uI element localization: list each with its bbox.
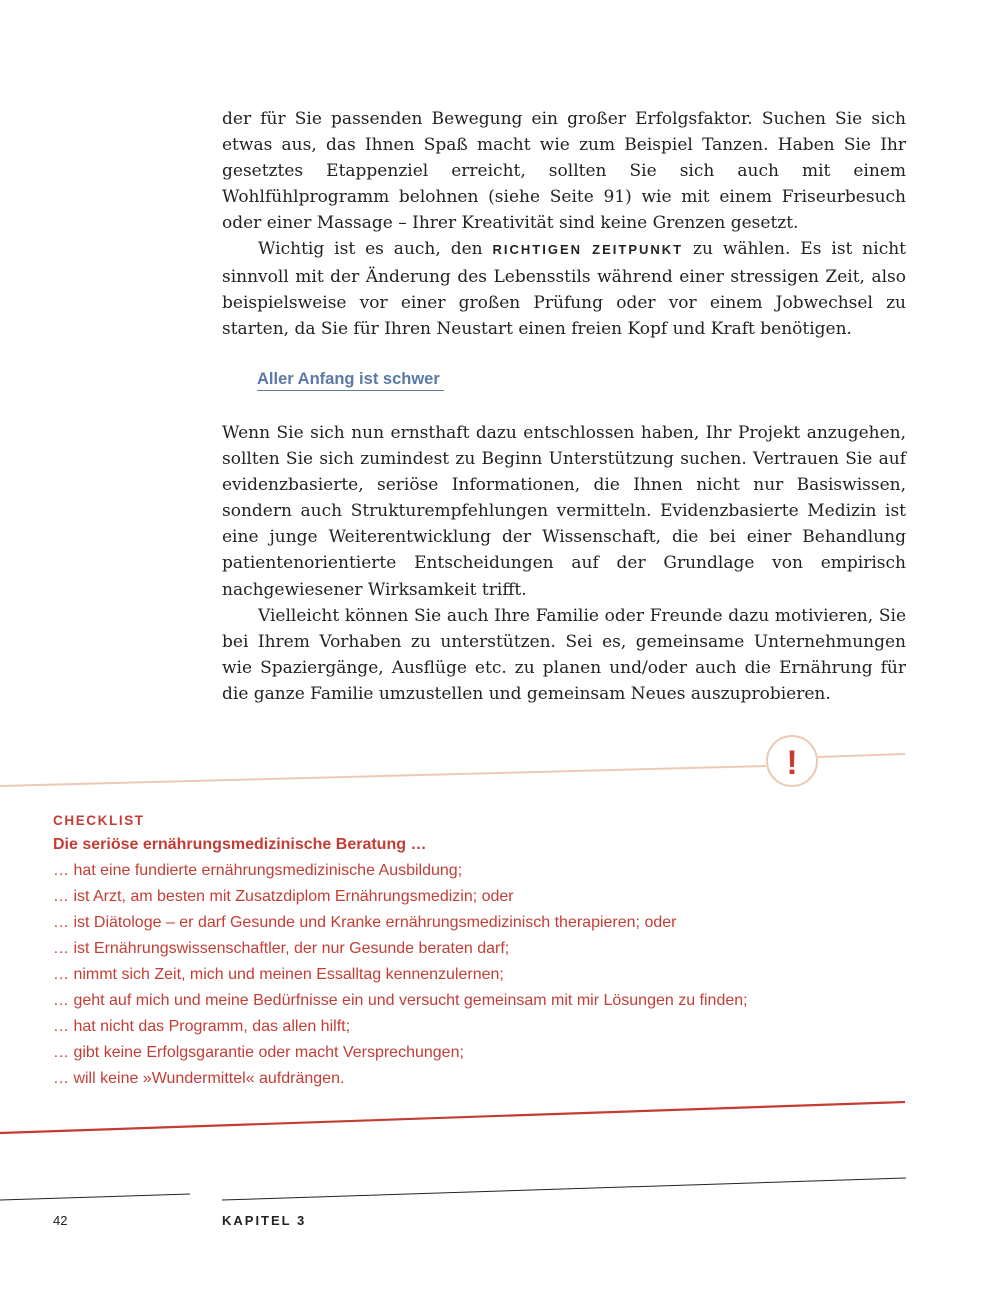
paragraph: Vielleicht können Sie auch Ihre Familie oder Freunde dazu motivieren, Sie bei Ihrem Vorhaben zu unterstützen. Sei es, gemeinsame Unternehmungen wie Spaziergänge, Ausflüge etc. zu planen und/oder auch die Ernährung für die ganze Familie umzustellen und gemeinsam Neues auszuprobieren. (222, 605, 906, 704)
checklist-item: … ist Diätologe – er darf Gesunde und Kranke ernährungsmedizinisch therapieren; oder (53, 914, 677, 931)
checklist-item: … geht auf mich und meine Bedürfnisse ein und versucht gemeinsam mit mir Lösungen zu finden; (53, 992, 748, 1009)
checklist-item: … nimmt sich Zeit, mich und meinen Essalltag kennenzulernen; (53, 966, 504, 983)
chapter-label: KAPITEL 3 (222, 1213, 307, 1228)
paragraph-text: zu wählen. Es ist nicht sinnvoll mit der Änderung des Lebensstils während einer stressigen Zeit, also beispielsweise vor einer großen Prüfung oder vor einem Jobwechsel zu starten, da Sie für Ihren Neustart einen freien Kopf und Kraft benötigen. (222, 239, 906, 339)
checklist-item: … ist Arzt, am besten mit Zusatzdiplom Ernährungsmedizin; oder (53, 888, 514, 905)
checklist-item: … hat nicht das Programm, das allen hilft; (53, 1018, 351, 1035)
checklist-item: … gibt keine Erfolgsgarantie oder macht Versprechungen; (53, 1044, 464, 1061)
checklist-bottom-rule (0, 1102, 905, 1133)
paragraph: der für Sie passenden Bewegung ein großer Erfolgsfaktor. Suchen Sie sich etwas aus, das Ihnen Spaß macht wie zum Beispiel Tanzen. Haben Sie Ihr gesetztes Etappenziel erreicht, sollten Sie sich auch mit einem Wohlfühlprogramm belohnen (siehe Seite 91) wie mit einem Friseurbesuch oder einer Massage – Ihrer Kreativität sind keine Grenzen gesetzt. (222, 109, 906, 234)
checklist-top-rule-right (818, 754, 905, 757)
footer-rule-right (222, 1178, 906, 1200)
checklist-items (53, 858, 913, 1092)
paragraph-text: Wichtig ist es auch, den (258, 239, 493, 260)
exclamation-icon: ! (786, 744, 798, 782)
page-number: 42 (53, 1213, 68, 1228)
checklist-item: … ist Ernährungswissenschaftler, der nur Gesunde beraten darf; (53, 940, 510, 957)
section-heading: Aller Anfang ist schwer (257, 370, 444, 391)
checklist-title: Die seriöse ernährungsmedizinische Beratung … (53, 836, 427, 853)
emphasis-term: RICHTIGEN ZEITPUNKT (492, 242, 684, 258)
checklist-label: CHECKLIST (53, 813, 145, 828)
footer-rule-left (0, 1194, 190, 1200)
checklist-item: … hat eine fundierte ernährungsmedizinische Ausbildung; (53, 862, 463, 879)
checklist-item: … will keine »Wundermittel« aufdrängen. (53, 1070, 345, 1087)
checklist-box (53, 813, 913, 1092)
checklist-top-rule (0, 766, 766, 786)
paragraph: Wenn Sie sich nun ernsthaft dazu entschlossen haben, Ihr Projekt anzugehen, sollten Sie sich zumindest zu Beginn Unterstützung suchen. Vertrauen Sie auf evidenzbasierte, seriöse Informationen, die Ihnen nicht nur Basiswissen, sondern auch Strukturempfehlungen vermitteln. Evidenzbasierte Medizin ist eine junge Weiterentwicklung der Wissenschaft, die bei einer Behandlung patientenorientierte Entscheidungen auf der Grundlage von empirisch nachgewiesener Wirksamkeit trifft. (222, 423, 906, 600)
